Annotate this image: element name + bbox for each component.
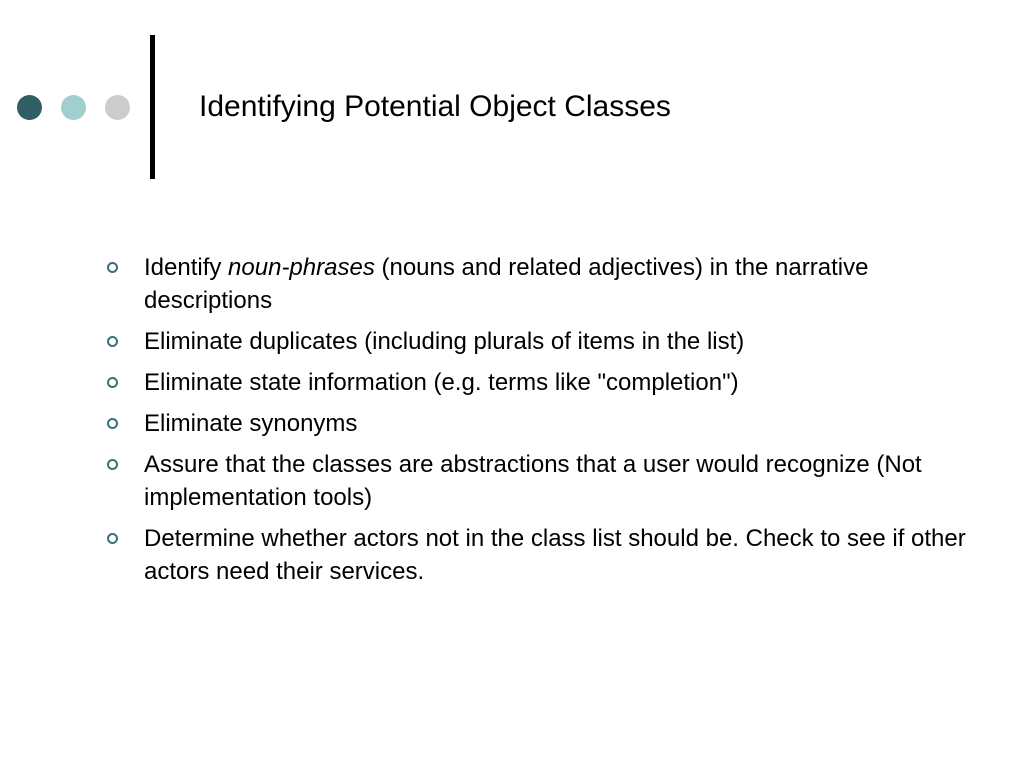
decorative-dot-dark <box>17 95 42 120</box>
bullet-list <box>104 251 984 596</box>
bullet-6-text: Determine whether actors not in the class list should be. Check to see if other actors need their services. <box>144 525 966 585</box>
bullet-item-1 <box>104 251 984 317</box>
bullet-4-text: Eliminate synonyms <box>144 410 358 437</box>
bullet-item-4 <box>104 407 984 440</box>
bullet-ring-icon <box>107 459 118 470</box>
bullet-item-5 <box>104 448 984 514</box>
bullet-item-6 <box>104 522 984 588</box>
bullet-1-prefix: Identify <box>144 254 229 281</box>
bullet-5-text: Assure that the classes are abstractions that a user would recognize (Not implementation tools) <box>144 451 922 511</box>
bullet-ring-icon <box>107 533 118 544</box>
bullet-item-2 <box>104 325 984 358</box>
decorative-dot-gray <box>105 95 130 120</box>
bullet-3-text: Eliminate state information (e.g. terms like "completion") <box>144 369 739 396</box>
bullet-ring-icon <box>107 262 118 273</box>
bullet-1-suffix: (nouns and related adjectives) in the narrative descriptions <box>144 254 869 314</box>
bullet-2-text: Eliminate duplicates (including plurals of items in the list) <box>144 328 745 355</box>
bullet-1-emphasis: noun-phrases <box>228 254 375 281</box>
slide-title: Identifying Potential Object Classes <box>199 90 671 123</box>
bullet-ring-icon <box>107 418 118 429</box>
title-divider-line <box>150 35 155 179</box>
bullet-ring-icon <box>107 336 118 347</box>
bullet-ring-icon <box>107 377 118 388</box>
bullet-item-3 <box>104 366 984 399</box>
decorative-dot-light-teal <box>61 95 86 120</box>
